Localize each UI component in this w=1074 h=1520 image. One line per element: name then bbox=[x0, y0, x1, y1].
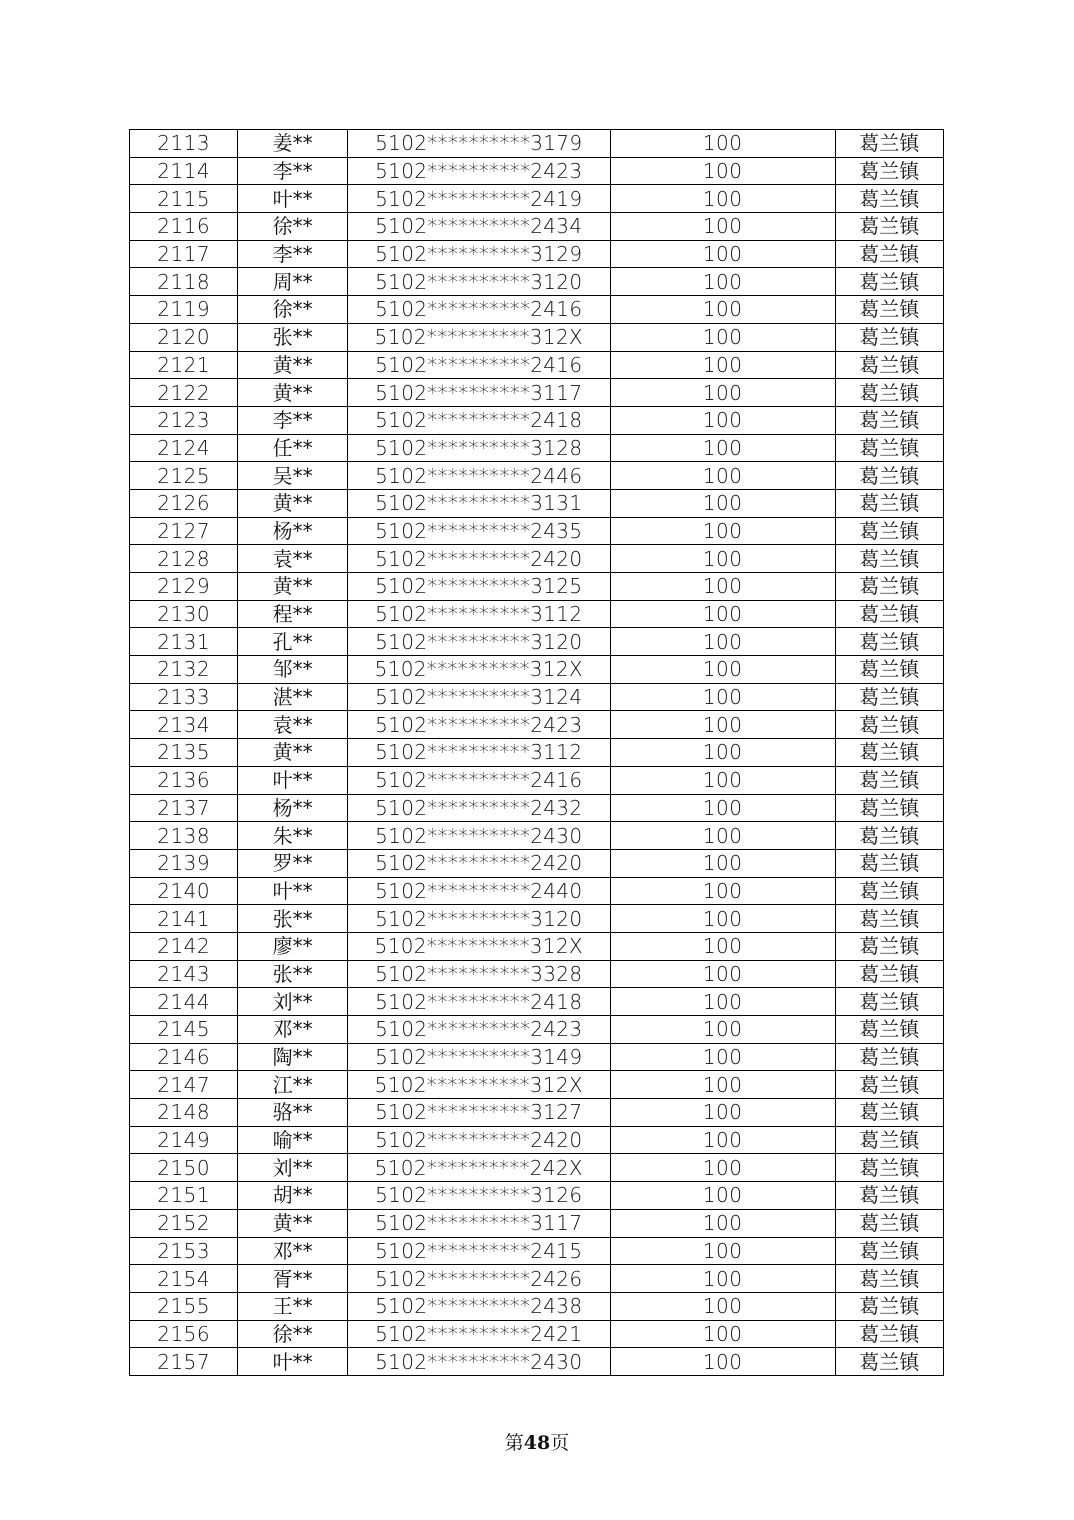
row-index: 2125 bbox=[130, 462, 238, 490]
row-index: 2136 bbox=[130, 766, 238, 794]
town-cell: 葛兰镇 bbox=[835, 932, 943, 960]
town-cell: 葛兰镇 bbox=[835, 462, 943, 490]
name-cell: 任** bbox=[238, 434, 347, 462]
row-index: 2117 bbox=[130, 240, 238, 268]
row-index: 2124 bbox=[130, 434, 238, 462]
town-cell: 葛兰镇 bbox=[835, 573, 943, 601]
amount-cell: 100 bbox=[610, 1209, 835, 1237]
table-row bbox=[130, 794, 944, 822]
table-row bbox=[130, 323, 944, 351]
amount-cell: 100 bbox=[610, 1099, 835, 1127]
amount-cell: 100 bbox=[610, 877, 835, 905]
id-number-cell: 5102**********2418 bbox=[347, 406, 610, 434]
id-number-cell: 5102**********2420 bbox=[347, 849, 610, 877]
amount-cell: 100 bbox=[610, 711, 835, 739]
table-row bbox=[130, 1209, 944, 1237]
name-cell: 叶** bbox=[238, 1348, 347, 1376]
town-cell: 葛兰镇 bbox=[835, 296, 943, 324]
table-row bbox=[130, 462, 944, 490]
id-number-cell: 5102**********2420 bbox=[347, 545, 610, 573]
table-row bbox=[130, 628, 944, 656]
table-row bbox=[130, 1099, 944, 1127]
table-row bbox=[130, 932, 944, 960]
id-number-cell: 5102**********2426 bbox=[347, 1265, 610, 1293]
row-index: 2119 bbox=[130, 296, 238, 324]
amount-cell: 100 bbox=[610, 1126, 835, 1154]
table-row bbox=[130, 1071, 944, 1099]
row-index: 2133 bbox=[130, 683, 238, 711]
amount-cell: 100 bbox=[610, 794, 835, 822]
town-cell: 葛兰镇 bbox=[835, 683, 943, 711]
town-cell: 葛兰镇 bbox=[835, 323, 943, 351]
id-number-cell: 5102**********2415 bbox=[347, 1237, 610, 1265]
table-row bbox=[130, 739, 944, 767]
id-number-cell: 5102**********3124 bbox=[347, 683, 610, 711]
table-row bbox=[130, 406, 944, 434]
name-cell: 叶** bbox=[238, 185, 347, 213]
amount-cell: 100 bbox=[610, 296, 835, 324]
town-cell: 葛兰镇 bbox=[835, 656, 943, 684]
page-number: 48 bbox=[523, 1432, 551, 1454]
table-row bbox=[130, 185, 944, 213]
table-row bbox=[130, 296, 944, 324]
name-cell: 叶** bbox=[238, 766, 347, 794]
amount-cell: 100 bbox=[610, 185, 835, 213]
row-index: 2131 bbox=[130, 628, 238, 656]
row-index: 2141 bbox=[130, 905, 238, 933]
table-row bbox=[130, 351, 944, 379]
table-row bbox=[130, 822, 944, 850]
row-index: 2115 bbox=[130, 185, 238, 213]
id-number-cell: 5102**********2432 bbox=[347, 794, 610, 822]
town-cell: 葛兰镇 bbox=[835, 905, 943, 933]
id-number-cell: 5102**********3126 bbox=[347, 1182, 610, 1210]
town-cell: 葛兰镇 bbox=[835, 794, 943, 822]
row-index: 2126 bbox=[130, 489, 238, 517]
town-cell: 葛兰镇 bbox=[835, 628, 943, 656]
row-index: 2153 bbox=[130, 1237, 238, 1265]
town-cell: 葛兰镇 bbox=[835, 1209, 943, 1237]
row-index: 2113 bbox=[130, 130, 238, 158]
name-cell: 张** bbox=[238, 323, 347, 351]
table-row bbox=[130, 1320, 944, 1348]
town-cell: 葛兰镇 bbox=[835, 517, 943, 545]
town-cell: 葛兰镇 bbox=[835, 489, 943, 517]
town-cell: 葛兰镇 bbox=[835, 1265, 943, 1293]
name-cell: 邓** bbox=[238, 1016, 347, 1044]
row-index: 2120 bbox=[130, 323, 238, 351]
town-cell: 葛兰镇 bbox=[835, 988, 943, 1016]
town-cell: 葛兰镇 bbox=[835, 1182, 943, 1210]
name-cell: 张** bbox=[238, 960, 347, 988]
row-index: 2145 bbox=[130, 1016, 238, 1044]
name-cell: 邹** bbox=[238, 656, 347, 684]
table-row bbox=[130, 157, 944, 185]
row-index: 2140 bbox=[130, 877, 238, 905]
row-index: 2128 bbox=[130, 545, 238, 573]
table-row bbox=[130, 573, 944, 601]
name-cell: 叶** bbox=[238, 877, 347, 905]
row-index: 2118 bbox=[130, 268, 238, 296]
town-cell: 葛兰镇 bbox=[835, 960, 943, 988]
name-cell: 罗** bbox=[238, 849, 347, 877]
amount-cell: 100 bbox=[610, 1071, 835, 1099]
name-cell: 黄** bbox=[238, 573, 347, 601]
town-cell: 葛兰镇 bbox=[835, 877, 943, 905]
amount-cell: 100 bbox=[610, 988, 835, 1016]
amount-cell: 100 bbox=[610, 932, 835, 960]
name-cell: 张** bbox=[238, 905, 347, 933]
row-index: 2137 bbox=[130, 794, 238, 822]
amount-cell: 100 bbox=[610, 213, 835, 241]
table-row bbox=[130, 988, 944, 1016]
name-cell: 姜** bbox=[238, 130, 347, 158]
name-cell: 吴** bbox=[238, 462, 347, 490]
row-index: 2155 bbox=[130, 1292, 238, 1320]
id-number-cell: 5102**********3128 bbox=[347, 434, 610, 462]
table-row bbox=[130, 517, 944, 545]
name-cell: 李** bbox=[238, 406, 347, 434]
name-cell: 黄** bbox=[238, 739, 347, 767]
id-number-cell: 5102**********312X bbox=[347, 656, 610, 684]
id-number-cell: 5102**********2416 bbox=[347, 351, 610, 379]
amount-cell: 100 bbox=[610, 1016, 835, 1044]
row-index: 2151 bbox=[130, 1182, 238, 1210]
town-cell: 葛兰镇 bbox=[835, 434, 943, 462]
id-number-cell: 5102**********2421 bbox=[347, 1320, 610, 1348]
amount-cell: 100 bbox=[610, 1292, 835, 1320]
id-number-cell: 5102**********2440 bbox=[347, 877, 610, 905]
row-index: 2116 bbox=[130, 213, 238, 241]
name-cell: 胡** bbox=[238, 1182, 347, 1210]
id-number-cell: 5102**********3179 bbox=[347, 130, 610, 158]
id-number-cell: 5102**********3117 bbox=[347, 379, 610, 407]
name-cell: 江** bbox=[238, 1071, 347, 1099]
amount-cell: 100 bbox=[610, 1043, 835, 1071]
amount-cell: 100 bbox=[610, 766, 835, 794]
town-cell: 葛兰镇 bbox=[835, 600, 943, 628]
name-cell: 黄** bbox=[238, 351, 347, 379]
town-cell: 葛兰镇 bbox=[835, 406, 943, 434]
id-number-cell: 5102**********2423 bbox=[347, 711, 610, 739]
row-index: 2154 bbox=[130, 1265, 238, 1293]
id-number-cell: 5102**********3120 bbox=[347, 905, 610, 933]
id-number-cell: 5102**********312X bbox=[347, 932, 610, 960]
amount-cell: 100 bbox=[610, 489, 835, 517]
town-cell: 葛兰镇 bbox=[835, 1043, 943, 1071]
amount-cell: 100 bbox=[610, 1348, 835, 1376]
id-number-cell: 5102**********2423 bbox=[347, 157, 610, 185]
table-row bbox=[130, 1292, 944, 1320]
table-row bbox=[130, 683, 944, 711]
table-row bbox=[130, 213, 944, 241]
table-row bbox=[130, 1016, 944, 1044]
row-index: 2156 bbox=[130, 1320, 238, 1348]
amount-cell: 100 bbox=[610, 268, 835, 296]
name-cell: 陶** bbox=[238, 1043, 347, 1071]
id-number-cell: 5102**********2419 bbox=[347, 185, 610, 213]
name-cell: 袁** bbox=[238, 545, 347, 573]
name-cell: 黄** bbox=[238, 1209, 347, 1237]
town-cell: 葛兰镇 bbox=[835, 711, 943, 739]
table-row bbox=[130, 905, 944, 933]
town-cell: 葛兰镇 bbox=[835, 1320, 943, 1348]
table-row bbox=[130, 656, 944, 684]
amount-cell: 100 bbox=[610, 656, 835, 684]
amount-cell: 100 bbox=[610, 406, 835, 434]
town-cell: 葛兰镇 bbox=[835, 185, 943, 213]
town-cell: 葛兰镇 bbox=[835, 739, 943, 767]
amount-cell: 100 bbox=[610, 960, 835, 988]
id-number-cell: 5102**********3112 bbox=[347, 600, 610, 628]
name-cell: 黄** bbox=[238, 379, 347, 407]
amount-cell: 100 bbox=[610, 240, 835, 268]
row-index: 2132 bbox=[130, 656, 238, 684]
table-row bbox=[130, 1043, 944, 1071]
row-index: 2149 bbox=[130, 1126, 238, 1154]
id-number-cell: 5102**********312X bbox=[347, 323, 610, 351]
row-index: 2114 bbox=[130, 157, 238, 185]
row-index: 2127 bbox=[130, 517, 238, 545]
town-cell: 葛兰镇 bbox=[835, 766, 943, 794]
name-cell: 李** bbox=[238, 157, 347, 185]
row-index: 2147 bbox=[130, 1071, 238, 1099]
row-index: 2139 bbox=[130, 849, 238, 877]
amount-cell: 100 bbox=[610, 130, 835, 158]
town-cell: 葛兰镇 bbox=[835, 1154, 943, 1182]
table-row bbox=[130, 1348, 944, 1376]
id-number-cell: 5102**********3149 bbox=[347, 1043, 610, 1071]
table-row bbox=[130, 240, 944, 268]
amount-cell: 100 bbox=[610, 1320, 835, 1348]
amount-cell: 100 bbox=[610, 573, 835, 601]
row-index: 2150 bbox=[130, 1154, 238, 1182]
name-cell: 杨** bbox=[238, 517, 347, 545]
amount-cell: 100 bbox=[610, 545, 835, 573]
id-number-cell: 5102**********3125 bbox=[347, 573, 610, 601]
amount-cell: 100 bbox=[610, 849, 835, 877]
id-number-cell: 5102**********2416 bbox=[347, 296, 610, 324]
name-cell: 周** bbox=[238, 268, 347, 296]
amount-cell: 100 bbox=[610, 683, 835, 711]
town-cell: 葛兰镇 bbox=[835, 1237, 943, 1265]
row-index: 2122 bbox=[130, 379, 238, 407]
name-cell: 徐** bbox=[238, 296, 347, 324]
amount-cell: 100 bbox=[610, 739, 835, 767]
town-cell: 葛兰镇 bbox=[835, 1071, 943, 1099]
table-row bbox=[130, 489, 944, 517]
name-cell: 杨** bbox=[238, 794, 347, 822]
town-cell: 葛兰镇 bbox=[835, 1126, 943, 1154]
row-index: 2157 bbox=[130, 1348, 238, 1376]
row-index: 2123 bbox=[130, 406, 238, 434]
id-number-cell: 5102**********3112 bbox=[347, 739, 610, 767]
amount-cell: 100 bbox=[610, 822, 835, 850]
name-cell: 袁** bbox=[238, 711, 347, 739]
id-number-cell: 5102**********3117 bbox=[347, 1209, 610, 1237]
amount-cell: 100 bbox=[610, 351, 835, 379]
town-cell: 葛兰镇 bbox=[835, 545, 943, 573]
table-row bbox=[130, 434, 944, 462]
id-number-cell: 5102**********2418 bbox=[347, 988, 610, 1016]
name-cell: 廖** bbox=[238, 932, 347, 960]
name-cell: 邓** bbox=[238, 1237, 347, 1265]
town-cell: 葛兰镇 bbox=[835, 822, 943, 850]
row-index: 2143 bbox=[130, 960, 238, 988]
amount-cell: 100 bbox=[610, 379, 835, 407]
table-row bbox=[130, 849, 944, 877]
name-cell: 刘** bbox=[238, 988, 347, 1016]
row-index: 2130 bbox=[130, 600, 238, 628]
row-index: 2146 bbox=[130, 1043, 238, 1071]
row-index: 2152 bbox=[130, 1209, 238, 1237]
data-table bbox=[129, 129, 944, 1376]
amount-cell: 100 bbox=[610, 1154, 835, 1182]
table-row bbox=[130, 1182, 944, 1210]
table-row bbox=[130, 1265, 944, 1293]
name-cell: 朱** bbox=[238, 822, 347, 850]
amount-cell: 100 bbox=[610, 905, 835, 933]
table-row bbox=[130, 268, 944, 296]
id-number-cell: 5102**********2430 bbox=[347, 822, 610, 850]
name-cell: 骆** bbox=[238, 1099, 347, 1127]
id-number-cell: 5102**********312X bbox=[347, 1071, 610, 1099]
town-cell: 葛兰镇 bbox=[835, 351, 943, 379]
table-row bbox=[130, 1154, 944, 1182]
name-cell: 胥** bbox=[238, 1265, 347, 1293]
row-index: 2129 bbox=[130, 573, 238, 601]
name-cell: 李** bbox=[238, 240, 347, 268]
town-cell: 葛兰镇 bbox=[835, 268, 943, 296]
name-cell: 孔** bbox=[238, 628, 347, 656]
table-row bbox=[130, 960, 944, 988]
id-number-cell: 5102**********2420 bbox=[347, 1126, 610, 1154]
name-cell: 刘** bbox=[238, 1154, 347, 1182]
row-index: 2138 bbox=[130, 822, 238, 850]
row-index: 2134 bbox=[130, 711, 238, 739]
row-index: 2148 bbox=[130, 1099, 238, 1127]
amount-cell: 100 bbox=[610, 628, 835, 656]
name-cell: 湛** bbox=[238, 683, 347, 711]
row-index: 2144 bbox=[130, 988, 238, 1016]
footer-suffix: 页 bbox=[550, 1432, 570, 1454]
town-cell: 葛兰镇 bbox=[835, 1348, 943, 1376]
town-cell: 葛兰镇 bbox=[835, 1099, 943, 1127]
amount-cell: 100 bbox=[610, 1265, 835, 1293]
table-row bbox=[130, 1237, 944, 1265]
amount-cell: 100 bbox=[610, 462, 835, 490]
table-body bbox=[130, 130, 944, 1376]
row-index: 2135 bbox=[130, 739, 238, 767]
id-number-cell: 5102**********2430 bbox=[347, 1348, 610, 1376]
footer-prefix: 第 bbox=[504, 1432, 524, 1454]
name-cell: 程** bbox=[238, 600, 347, 628]
id-number-cell: 5102**********3328 bbox=[347, 960, 610, 988]
table-row bbox=[130, 379, 944, 407]
amount-cell: 100 bbox=[610, 1237, 835, 1265]
id-number-cell: 5102**********2434 bbox=[347, 213, 610, 241]
id-number-cell: 5102**********2438 bbox=[347, 1292, 610, 1320]
name-cell: 黄** bbox=[238, 489, 347, 517]
town-cell: 葛兰镇 bbox=[835, 130, 943, 158]
name-cell: 徐** bbox=[238, 1320, 347, 1348]
row-index: 2121 bbox=[130, 351, 238, 379]
id-number-cell: 5102**********2416 bbox=[347, 766, 610, 794]
table-row bbox=[130, 711, 944, 739]
town-cell: 葛兰镇 bbox=[835, 1292, 943, 1320]
id-number-cell: 5102**********2423 bbox=[347, 1016, 610, 1044]
table-row bbox=[130, 600, 944, 628]
page-footer bbox=[0, 1428, 1074, 1455]
amount-cell: 100 bbox=[610, 600, 835, 628]
town-cell: 葛兰镇 bbox=[835, 213, 943, 241]
amount-cell: 100 bbox=[610, 517, 835, 545]
name-cell: 王** bbox=[238, 1292, 347, 1320]
name-cell: 徐** bbox=[238, 213, 347, 241]
row-index: 2142 bbox=[130, 932, 238, 960]
table-row bbox=[130, 130, 944, 158]
name-cell: 喻** bbox=[238, 1126, 347, 1154]
town-cell: 葛兰镇 bbox=[835, 1016, 943, 1044]
town-cell: 葛兰镇 bbox=[835, 379, 943, 407]
id-number-cell: 5102**********242X bbox=[347, 1154, 610, 1182]
town-cell: 葛兰镇 bbox=[835, 157, 943, 185]
table-row bbox=[130, 766, 944, 794]
id-number-cell: 5102**********3127 bbox=[347, 1099, 610, 1127]
town-cell: 葛兰镇 bbox=[835, 849, 943, 877]
id-number-cell: 5102**********2446 bbox=[347, 462, 610, 490]
id-number-cell: 5102**********3120 bbox=[347, 628, 610, 656]
id-number-cell: 5102**********3129 bbox=[347, 240, 610, 268]
table-row bbox=[130, 545, 944, 573]
id-number-cell: 5102**********3120 bbox=[347, 268, 610, 296]
id-number-cell: 5102**********2435 bbox=[347, 517, 610, 545]
amount-cell: 100 bbox=[610, 323, 835, 351]
amount-cell: 100 bbox=[610, 434, 835, 462]
amount-cell: 100 bbox=[610, 157, 835, 185]
table-row bbox=[130, 1126, 944, 1154]
amount-cell: 100 bbox=[610, 1182, 835, 1210]
id-number-cell: 5102**********3131 bbox=[347, 489, 610, 517]
table-row bbox=[130, 877, 944, 905]
town-cell: 葛兰镇 bbox=[835, 240, 943, 268]
